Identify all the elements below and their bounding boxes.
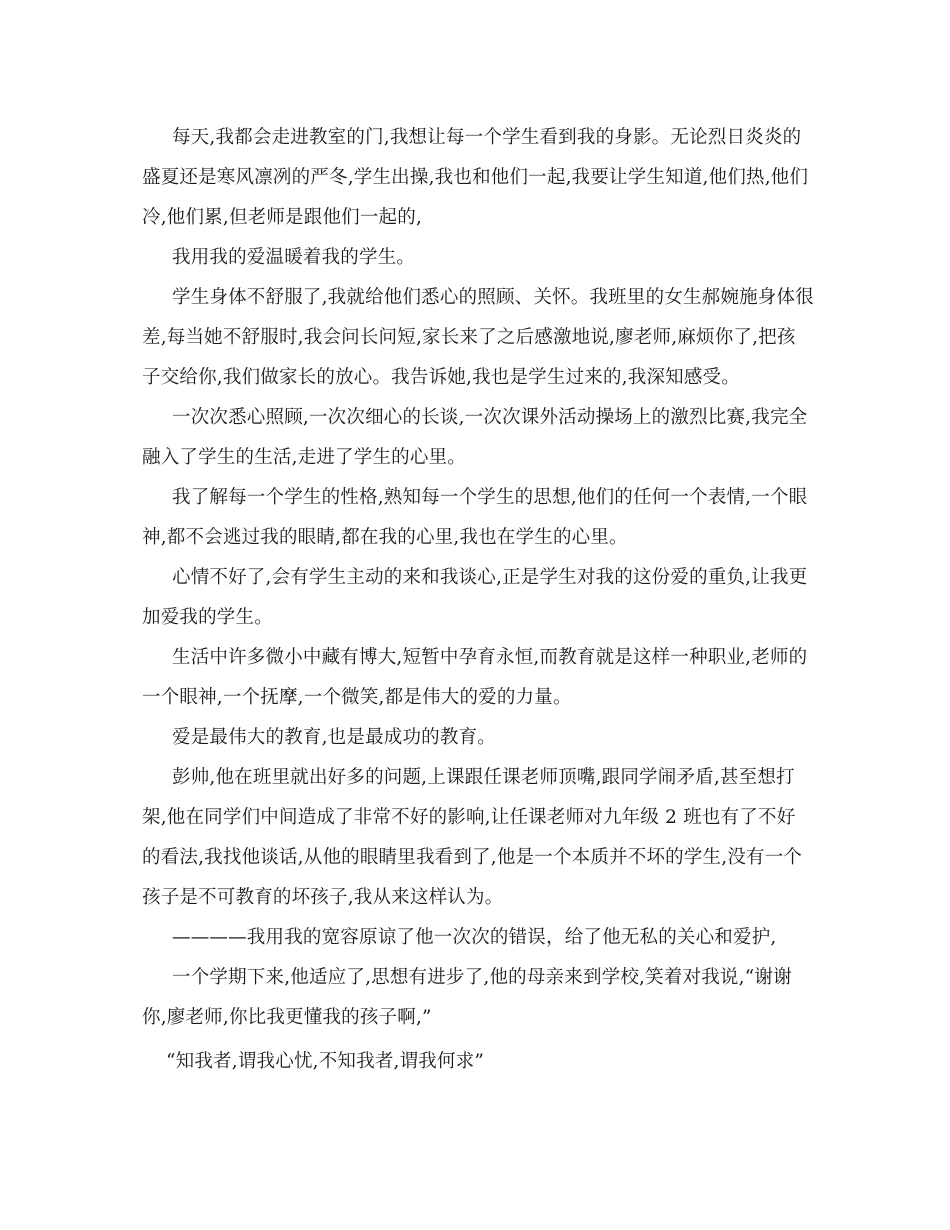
paragraph-3: 学生身体不舒服了,我就给他们悉心的照顾、关怀。我班里的女生郝婉施身体很差,每当她不舒服时,我会问长问短,家长来了之后感激地说,廖老师,麻烦你了,把孩子交给你,我们做家长的放心。我告诉她,我也是学生过来的,我深知感受。 — [142, 287, 814, 388]
paragraph-4: 一次次悉心照顾,一次次细心的长谈,一次次课外活动操场上的激烈比赛,我完全融入了学生的生活,走进了学生的心里。 — [142, 407, 808, 468]
document-page — [142, 118, 814, 1082]
paragraph-10: ————我用我的宽容原谅了他一次次的错误，给了他无私的关心和爱护, — [172, 927, 777, 948]
paragraph-5: 我了解每一个学生的性格,熟知每一个学生的思想,他们的任何一个表情,一个眼神,都不会逃过我的眼睛,都在我的心里,我也在学生的心里。 — [142, 487, 808, 548]
paragraph-6: 心情不好了,会有学生主动的来和我谈心,正是学生对我的这份爱的重负,让我更加爱我的学生。 — [142, 567, 808, 628]
paragraph-7: 生活中许多微小中藏有博大,短暂中孕育永恒,而教育就是这样一种职业,老师的一个眼神,一个抚摩,一个微笑,都是伟大的爱的力量。 — [142, 647, 808, 708]
paragraph-9: 彭帅,他在班里就出好多的问题,上课跟任课老师顶嘴,跟同学闹矛盾,甚至想打架,他在同学们中间造成了非常不好的影响,让任课老师对九年级 2 班也有了不好的看法,我找他谈话,从他的眼睛里我看到了,他是一个本质并不坏的学生,没有一个孩子是不可教育的坏孩子,我从来这样认为。 — [142, 767, 803, 908]
paragraph-2: 我用我的爱温暖着我的学生。 — [172, 247, 416, 268]
paragraph-11: 一个学期下来,他适应了,思想有进步了,他的母亲来到学校,笑着对我说,“谢谢你,廖老师,你比我更懂我的孩子啊,” — [142, 967, 792, 1028]
paragraph-1: 每天,我都会走进教室的门,我想让每一个学生看到我的身影。无论烈日炎炎的盛夏还是寒风凛冽的严冬,学生出操,我也和他们一起,我要让学生知道,他们热,他们冷,他们累,但老师是跟他们一起的, — [142, 127, 809, 228]
paragraph-8: 爱是最伟大的教育,也是最成功的教育。 — [172, 727, 496, 748]
closing-quote: “知我者,谓我心忧,不知我者,谓我何求” — [166, 1051, 485, 1072]
